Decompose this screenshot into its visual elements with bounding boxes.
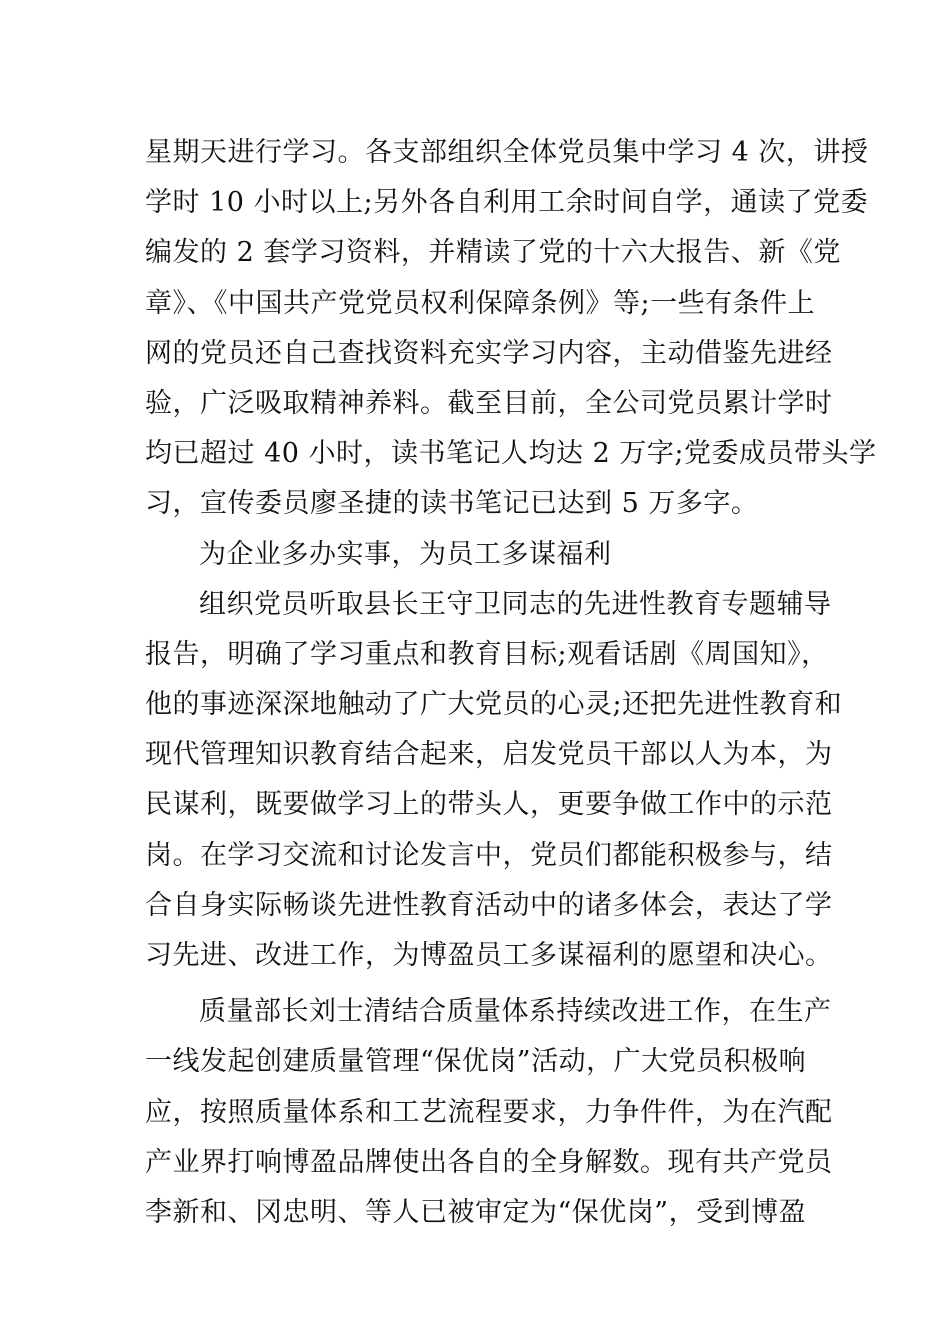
text-line: 网的党员还自己查找资料充实学习内容，主动借鉴先进经 <box>145 337 833 369</box>
text-line: 他的事迹深深地触动了广大党员的心灵;还把先进性教育和 <box>145 689 843 721</box>
paragraph-study <box>145 128 877 530</box>
text-line: 民谋利，既要做学习上的带头人，更要争做工作中的示范 <box>145 789 833 821</box>
text-line: 均已超过 40 小时，读书笔记人均达 2 万字;党委成员带头学 <box>145 438 877 470</box>
text-line: 习，宣传委员廖圣捷的读书笔记已达到 5 万多字。 <box>145 488 759 520</box>
text-line: 习先进、改进工作，为博盈员工多谋福利的愿望和决心。 <box>145 940 833 971</box>
text-line: 组织党员听取县长王守卫同志的先进性教育专题辅导 <box>199 588 832 620</box>
text-line: 验，广泛吸取精神养料。截至目前，全公司党员累计学时 <box>145 387 833 419</box>
paragraph-lecture <box>145 580 843 982</box>
text-line: 星期天进行学习。各支部组织全体党员集中学习 4 次，讲授 <box>145 137 869 168</box>
paragraph-quality <box>145 987 833 1238</box>
text-line: 质量部长刘士清结合质量体系持续改进工作，在生产 <box>199 996 832 1028</box>
text-line: 应，按照质量体系和工艺流程要求，力争件件，为在汽配 <box>145 1096 833 1128</box>
text-line: 现代管理知识教育结合起来，启发党员干部以人为本，为 <box>145 739 833 771</box>
text-line: 章》、《中国共产党党员权利保障条例》等;一些有条件上 <box>145 287 816 319</box>
text-line: 学时 10 小时以上;另外各自利用工余时间自学，通读了党委 <box>145 187 869 219</box>
text-line: 合自身实际畅谈先进性教育活动中的诸多体会，表达了学 <box>145 889 833 921</box>
text-line: 一线发起创建质量管理“保优岗”活动，广大党员积极响 <box>145 1046 807 1078</box>
text-line: 岗。在学习交流和讨论发言中，党员们都能积极参与，结 <box>145 839 833 871</box>
text-line: 李新和、冈忠明、等人已被审定为“保优岗”，受到博盈 <box>145 1196 807 1228</box>
text-line: 编发的 2 套学习资料，并精读了党的十六大报告、新《党 <box>145 237 841 269</box>
text-line: 产业界打响博盈品牌使出各自的全身解数。现有共产党员 <box>145 1146 833 1178</box>
heading-line: 为企业多办实事，为员工多谋福利 <box>199 538 612 570</box>
section-heading <box>145 530 810 580</box>
body-text <box>145 128 877 1238</box>
text-line: 报告，明确了学习重点和教育目标;观看话剧《周国知》， <box>145 638 829 670</box>
